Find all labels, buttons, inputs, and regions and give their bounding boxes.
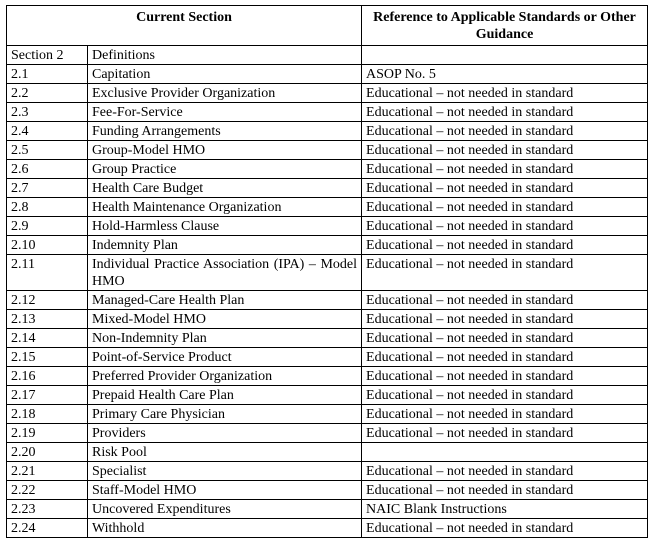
section-number-cell: 2.8 (7, 198, 88, 217)
section-title-cell: Uncovered Expenditures (88, 500, 362, 519)
section-number-cell: 2.2 (7, 84, 88, 103)
table-row (7, 217, 648, 236)
section-title-cell: Indemnity Plan (88, 236, 362, 255)
table-row (7, 65, 648, 84)
section-title-cell: Definitions (88, 46, 362, 65)
section-title-cell: Funding Arrangements (88, 122, 362, 141)
section-number-cell: Section 2 (7, 46, 88, 65)
section-title-cell: Preferred Provider Organization (88, 367, 362, 386)
reference-cell: Educational – not needed in standard (362, 198, 648, 217)
reference-cell: Educational – not needed in standard (362, 519, 648, 538)
section-title-cell: Capitation (88, 65, 362, 84)
section-number-cell: 2.13 (7, 310, 88, 329)
table-row (7, 236, 648, 255)
table-row (7, 103, 648, 122)
table-row (7, 481, 648, 500)
reference-cell (362, 443, 648, 462)
reference-cell: Educational – not needed in standard (362, 217, 648, 236)
section-title-cell: Staff-Model HMO (88, 481, 362, 500)
section-title-cell: Withhold (88, 519, 362, 538)
table-row (7, 84, 648, 103)
section-number-cell: 2.18 (7, 405, 88, 424)
table-row (7, 291, 648, 310)
reference-cell: Educational – not needed in standard (362, 255, 648, 291)
header-reference: Reference to Applicable Standards or Other Guidance (362, 6, 648, 46)
reference-cell: Educational – not needed in standard (362, 84, 648, 103)
section-title-cell: Hold-Harmless Clause (88, 217, 362, 236)
reference-cell (362, 46, 648, 65)
header-row (7, 6, 648, 46)
table-row (7, 310, 648, 329)
section-number-cell: 2.6 (7, 160, 88, 179)
section-title-cell: Point-of-Service Product (88, 348, 362, 367)
reference-cell: Educational – not needed in standard (362, 141, 648, 160)
reference-cell: Educational – not needed in standard (362, 405, 648, 424)
reference-cell: Educational – not needed in standard (362, 122, 648, 141)
reference-cell: Educational – not needed in standard (362, 236, 648, 255)
standards-reference-table (6, 5, 648, 538)
table-row (7, 255, 648, 291)
section-title-cell: Mixed-Model HMO (88, 310, 362, 329)
section-number-cell: 2.4 (7, 122, 88, 141)
table-row (7, 386, 648, 405)
section-title-cell: Group Practice (88, 160, 362, 179)
reference-cell: NAIC Blank Instructions (362, 500, 648, 519)
section-number-cell: 2.15 (7, 348, 88, 367)
section-title-cell: Group-Model HMO (88, 141, 362, 160)
section-number-cell: 2.21 (7, 462, 88, 481)
section-title-cell: Managed-Care Health Plan (88, 291, 362, 310)
reference-cell: Educational – not needed in standard (362, 348, 648, 367)
section-number-cell: 2.19 (7, 424, 88, 443)
table-row (7, 367, 648, 386)
table-row (7, 424, 648, 443)
section-number-cell: 2.12 (7, 291, 88, 310)
section-number-cell: 2.17 (7, 386, 88, 405)
reference-cell: Educational – not needed in standard (362, 329, 648, 348)
table-row (7, 198, 648, 217)
section-title-cell: Risk Pool (88, 443, 362, 462)
reference-cell: Educational – not needed in standard (362, 160, 648, 179)
reference-cell: Educational – not needed in standard (362, 179, 648, 198)
section-number-cell: 2.7 (7, 179, 88, 198)
section-title-cell: Exclusive Provider Organization (88, 84, 362, 103)
section-number-cell: 2.14 (7, 329, 88, 348)
header-current-section: Current Section (7, 6, 362, 46)
table-row (7, 122, 648, 141)
section-title-cell: Specialist (88, 462, 362, 481)
section-title-cell: Health Maintenance Organization (88, 198, 362, 217)
section-number-cell: 2.5 (7, 141, 88, 160)
table-row (7, 160, 648, 179)
section-title-cell: Health Care Budget (88, 179, 362, 198)
section-number-cell: 2.10 (7, 236, 88, 255)
reference-cell: Educational – not needed in standard (362, 386, 648, 405)
reference-cell: Educational – not needed in standard (362, 103, 648, 122)
section-number-cell: 2.22 (7, 481, 88, 500)
section-title-cell: Individual Practice Association (IPA) – Model HMO (88, 255, 362, 291)
reference-cell: Educational – not needed in standard (362, 481, 648, 500)
document-page (6, 5, 648, 538)
table-row (7, 519, 648, 538)
table-row (7, 500, 648, 519)
section-number-cell: 2.9 (7, 217, 88, 236)
table-row (7, 348, 648, 367)
section-number-cell: 2.1 (7, 65, 88, 84)
table-row (7, 405, 648, 424)
table-row (7, 46, 648, 65)
table-body (7, 46, 648, 538)
section-title-cell: Providers (88, 424, 362, 443)
table-row (7, 329, 648, 348)
table-row (7, 462, 648, 481)
section-number-cell: 2.11 (7, 255, 88, 291)
reference-cell: ASOP No. 5 (362, 65, 648, 84)
reference-cell: Educational – not needed in standard (362, 462, 648, 481)
section-number-cell: 2.16 (7, 367, 88, 386)
section-number-cell: 2.3 (7, 103, 88, 122)
section-title-cell: Primary Care Physician (88, 405, 362, 424)
section-title-cell: Fee-For-Service (88, 103, 362, 122)
table-row (7, 179, 648, 198)
section-title-cell: Prepaid Health Care Plan (88, 386, 362, 405)
section-title-cell: Non-Indemnity Plan (88, 329, 362, 348)
reference-cell: Educational – not needed in standard (362, 310, 648, 329)
section-number-cell: 2.23 (7, 500, 88, 519)
reference-cell: Educational – not needed in standard (362, 424, 648, 443)
reference-cell: Educational – not needed in standard (362, 367, 648, 386)
table-row (7, 443, 648, 462)
table-row (7, 141, 648, 160)
section-number-cell: 2.20 (7, 443, 88, 462)
reference-cell: Educational – not needed in standard (362, 291, 648, 310)
section-number-cell: 2.24 (7, 519, 88, 538)
